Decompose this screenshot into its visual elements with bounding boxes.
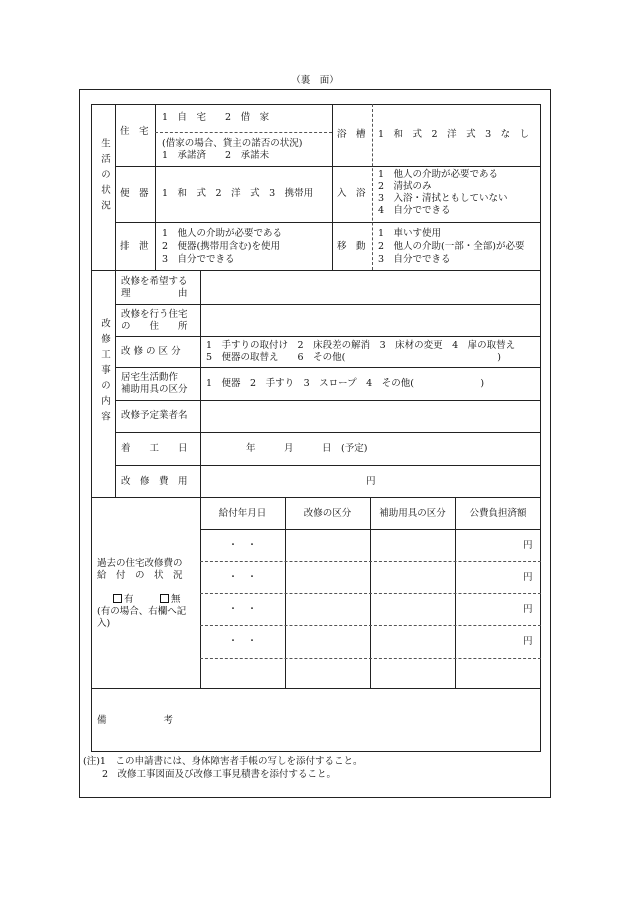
aid-options: 1 便器 2 手すり 3 スロープ 4 その他( ) [206, 378, 485, 389]
bathing-option: 2 清拭のみ [378, 181, 432, 192]
housing-label: 住 宅 [120, 126, 149, 137]
excretion-label: 排 泄 [120, 241, 149, 252]
history-header-category: 改修の区分 [303, 508, 352, 519]
bathtub-options: 1 和 式 2 洋 式 3 な し [378, 129, 530, 140]
cost-label: 改 修 費 用 [121, 476, 188, 487]
housing-landlord-note: (借家の場合、貸主の諾否の状況) [162, 138, 303, 149]
address-input[interactable] [201, 305, 540, 335]
category-label: 改 修 の 区 分 [121, 346, 181, 357]
cost-unit: 円 [366, 476, 376, 487]
history-yen: 円 [523, 604, 533, 615]
history-label: 過去の住宅改修費の [97, 558, 183, 569]
start-date-label: 着 工 日 [121, 443, 188, 454]
contractor-input[interactable] [201, 401, 540, 431]
movement-label: 移 動 [337, 241, 366, 252]
history-header-paid: 公費負担済額 [469, 508, 527, 519]
history-note: (有の場合、右欄へ記 [97, 606, 187, 617]
bathing-label: 入 浴 [337, 188, 366, 199]
aid-label: 居宅生活動作 [121, 372, 179, 383]
address-label: 改修を行う住宅 [121, 309, 188, 320]
movement-option: 1 車いす使用 [378, 228, 442, 239]
toilet-label: 便 器 [120, 188, 149, 199]
excretion-option: 1 他人の介助が必要である [162, 228, 283, 239]
remarks-label: 備 考 [97, 715, 174, 726]
history-date-placeholder: ・ ・ [228, 604, 257, 615]
bathtub-label: 浴 槽 [337, 129, 366, 140]
toilet-options: 1 和 式 2 洋 式 3 携帯用 [162, 188, 314, 199]
history-header-date: 給付年月日 [218, 508, 267, 519]
movement-option: 3 自分でできる [378, 254, 451, 265]
page-heading: （裏 面） [291, 75, 339, 86]
history-label-2: 給 付 の 状 況 [97, 570, 183, 581]
category-options-1: 1 手すりの取付け 2 床段差の解消 3 床材の変更 4 扉の取替え [206, 340, 516, 351]
remarks-input[interactable] [201, 689, 540, 751]
reason-label: 改修を希望する [121, 276, 188, 287]
living-section-label: 生活の状況 [99, 138, 110, 216]
movement-option: 2 他人の介助(一部・全部)が必要 [378, 241, 525, 252]
history-yen: 円 [523, 540, 533, 551]
no-checkbox[interactable] [160, 594, 169, 603]
bathing-option: 1 他人の介助が必要である [378, 169, 499, 180]
history-yes-option[interactable]: 有 [113, 594, 134, 605]
history-date-placeholder: ・ ・ [228, 572, 257, 583]
history-date-placeholder: ・ ・ [228, 540, 257, 551]
housing-options: 1 自 宅 2 借 家 [162, 112, 270, 123]
note-2: 2 改修工事図面及び改修工事見積書を添付すること。 [83, 769, 337, 780]
renovation-section-label: 改修工事の内容 [99, 318, 110, 427]
reason-input[interactable] [201, 271, 540, 303]
history-yen: 円 [523, 572, 533, 583]
note-1: (注)1 この申請書には、身体障害者手帳の写しを添付すること。 [83, 756, 363, 767]
history-no-option[interactable]: 無 [160, 594, 181, 605]
history-note-2: 入) [97, 618, 111, 629]
housing-landlord-options: 1 承諾済 2 承諾未 [162, 150, 270, 161]
history-header-aid: 補助用具の区分 [379, 508, 446, 519]
yes-checkbox[interactable] [113, 594, 122, 603]
excretion-option: 2 便器(携帯用含む)を使用 [162, 241, 280, 252]
excretion-option: 3 自分でできる [162, 254, 235, 265]
history-date-placeholder: ・ ・ [228, 636, 257, 647]
contractor-label: 改修予定業者名 [121, 410, 188, 421]
history-yen: 円 [523, 636, 533, 647]
aid-label-2: 補助用具の区分 [121, 384, 188, 395]
start-date-value: 年 月 日 (予定) [246, 443, 368, 454]
category-options-2: 5 便器の取替え 6 その他( ) [206, 352, 502, 363]
bathing-option: 4 自分でできる [378, 205, 451, 216]
address-label-2: の 住 所 [121, 321, 188, 332]
bathing-option: 3 入浴・清拭ともしていない [378, 193, 508, 204]
reason-label-2: 理 由 [121, 288, 188, 299]
